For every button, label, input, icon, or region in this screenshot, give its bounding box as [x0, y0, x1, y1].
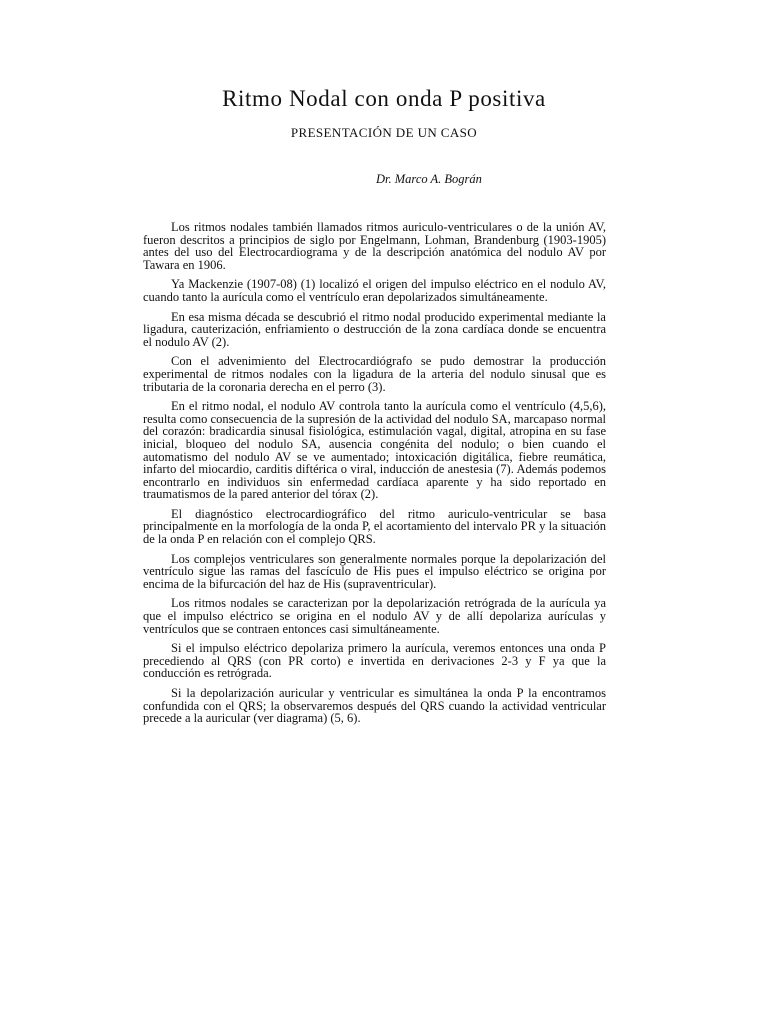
paragraph: Los complejos ventriculares son generalmente normales porque la depolarización del ventrículo sigue las ramas del fascículo de His pues el impulso eléctrico se origina por encima de la bifurcación del haz de His (supraventricular).: [143, 551, 606, 591]
paragraph: Ya Mackenzie (1907-08) (1) localizó el origen del impulso eléctrico en el nodulo AV, cuando tanto la aurícula como el ventrículo eran depolarizados simultáneamente.: [143, 277, 606, 304]
paragraph: El diagnóstico electrocardiográfico del ritmo auriculo-ventricular se basa principalmente en la morfología de la onda P, el acortamiento del intervalo PR y la situación de la onda P en relación con el complejo QRS.: [143, 506, 606, 547]
document-title: Ritmo Nodal con onda P positiva: [222, 86, 546, 111]
paragraph: Si la depolarización auricular y ventricular es simultánea la onda P la encontramos confundida con el QRS; la observaremos después del QRS cuando la actividad ventricular precede a la auricular (ver diagrama) (5, 6).: [143, 686, 606, 726]
paragraph: En esa misma década se descubrió el ritmo nodal producido experimental mediante la ligadura, cauterización, enfriamiento o destrucción de la zona cardíaca donde se encuentra el nodulo AV (2).: [143, 309, 606, 349]
paragraph: Con el advenimiento del Electrocardiógrafo se pudo demostrar la producción experimental de ritmos nodales con la ligadura de la arteria del nodulo sinusal que es tributaria de la coronaria derecha en el perro (3).: [143, 354, 606, 394]
paragraph: Los ritmos nodales también llamados ritmos auriculo-ventriculares o de la unión AV, fueron descritos a principios de siglo por Engelmann, Lohman, Brandenburg (1903-1905) antes del uso del Electrocardiograma y de la descripción anatómica del nodulo AV por Tawara en 1906.: [143, 220, 606, 272]
paragraph: En el ritmo nodal, el nodulo AV controla tanto la aurícula como el ventrículo (4,5,6), resulta como consecuencia de la supresión de la actividad del nodulo SA, marcapaso normal del corazón: bradicardia sinusal fisiológica, estimulación vagal, digital, atropina en su fase inicial, bloqueo del nodulo SA, ausencia congénita del nodulo; o bien cuando el automatismo del nodulo AV se ve aumentado; intoxicación digitálica, fiebre reumática, infarto del miocardio, carditis diftérica o viral, inducción de anestesia (7). Además podemos encontrarlo en individuos sin enfermedad cardíaca aparente y ha sido reportado en traumatismos de la pared anterior del tórax (2).: [143, 399, 606, 502]
paragraph: Los ritmos nodales se caracterizan por la depolarización retrógrada de la aurícula ya que el impulso eléctrico se origina en el nodulo AV y de allí depolariza aurículas y ventrículos que se contraen entonces casi simultáneamente.: [143, 596, 606, 636]
article-body: [143, 221, 606, 732]
paragraph: Si el impulso eléctrico depolariza primero la aurícula, veremos entonces una onda P precediendo al QRS (con PR corto) e invertida en derivaciones 2-3 y F ya que la conducción es retrógrada.: [143, 641, 606, 681]
document-subtitle: PRESENTACIÓN DE UN CASO: [290, 125, 478, 140]
author-name: Dr. Marco A. Bográn: [376, 172, 482, 186]
